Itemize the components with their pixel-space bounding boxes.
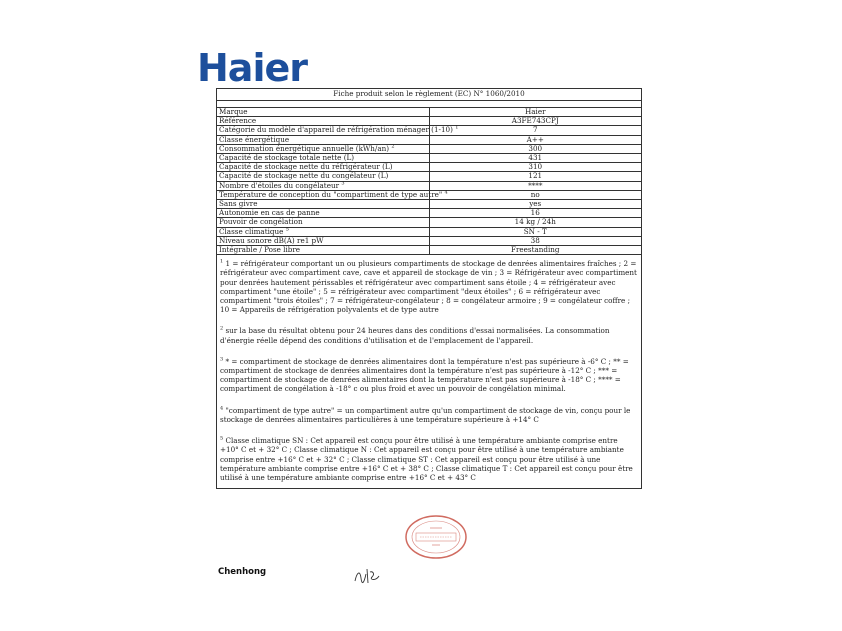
spec-table (216, 88, 642, 255)
spec-label: Capacité de stockage nette du réfrigérateur (L) (217, 163, 430, 172)
spec-value: yes (429, 200, 642, 209)
spec-gap-row (217, 101, 642, 108)
spec-value: A++ (429, 135, 642, 144)
spec-row (217, 190, 642, 199)
spec-value: Freestanding (429, 246, 642, 255)
spec-value: A3FE743CPJ (429, 117, 642, 126)
spec-title-row (217, 89, 642, 101)
spec-label: Nombre d'étoiles du congélateur $^3$ (217, 181, 430, 190)
spec-label: Capacité de stockage nette du congélateur (L) (217, 172, 430, 181)
spec-row (217, 246, 642, 255)
footnote: $^2$ sur la base du résultat obtenu pour 24 heures dans des conditions d'essai normalisées. La consommation d'énergie réelle dépend des conditions d'utilisation et de l'emplacement de l'appareil. (220, 326, 610, 345)
spec-value: 310 (429, 163, 642, 172)
spec-label: Classe climatique $^5$ (217, 227, 430, 236)
spec-value: 121 (429, 172, 642, 181)
spec-label: Catégorie du modèle d'appareil de réfrigération ménager (1-10) $^1$ (217, 126, 430, 135)
spec-label: Marque (217, 108, 430, 117)
spec-label: Sans givre (217, 200, 430, 209)
spec-value: 38 (429, 236, 642, 245)
spec-value: 7 (429, 126, 642, 135)
spec-label: Classe énergétique (217, 135, 430, 144)
spec-value: Haier (429, 108, 642, 117)
footnote: $^1$ 1 = réfrigérateur comportant un ou plusieurs compartiments de stockage de denrées alimentaires fraîches ; 2 = réfrigérateur avec compartiment cave, cave et appareil de stockage de vin ; 3 = Réfrigérateur avec compartiment pour denrées hautement périssables et réfrigérateur avec compartiment sans étoile ; 4 = réfrigérateur avec compartiment "une étoile" ; 5 = réfrigérateur avec compartiment "deux étoiles" ; 6 = réfrigérateur avec compartiment "trois étoiles" ; 7 = réfrigérateur-congélateur ; 8 = congélateur armoire ; 9 = congélateur coffre ; 10 = Appareils de réfrigération polyvalents et de type autre (220, 258, 637, 315)
spec-label: Pouvoir de congélation (217, 218, 430, 227)
spec-label: Autonomie en cas de panne (217, 209, 430, 218)
footnote: $^3$ * = compartiment de stockage de denrées alimentaires dont la température n'est pas supérieure à -6° C ; ** = compartiment de stockage de denrées alimentaires dont la température n'est pas supérieure à -12° C ; *** = compartiment de stockage de denrées alimentaires dont la température n'est pas supérieure à -18° C ; **** = compartiment de congélation à -18° c ou plus froid et avec un pouvoir de congélation minimal. (220, 356, 629, 394)
signature-icon (352, 566, 382, 586)
footnote: $^4$ "compartiment de type autre" = un compartiment autre qu'un compartiment de stockage de vin, conçu pour le stockage de denrées alimentaires particulières à une température supérieure à +14° C (220, 405, 631, 424)
spec-value: 431 (429, 154, 642, 163)
spec-label: Température de conception du "compartiment de type autre" $^4$ (217, 190, 430, 199)
spec-label: Référence (217, 117, 430, 126)
spec-title: Fiche produit selon le règlement (EC) N° 1060/2010 (217, 89, 642, 101)
spec-value: 14 kg / 24h (429, 218, 642, 227)
spec-value: **** (429, 181, 642, 190)
spec-row (217, 108, 642, 117)
spec-value: 300 (429, 144, 642, 153)
spec-value: 16 (429, 209, 642, 218)
company-seal-icon (404, 514, 468, 560)
spec-label: Intégrable / Pose libre (217, 246, 430, 255)
spec-value: no (429, 190, 642, 199)
haier-logo: Haier (197, 46, 307, 90)
product-fiche (216, 88, 642, 489)
spec-label: Capacité de stockage totale nette (L) (217, 154, 430, 163)
spec-label: Niveau sonore dB(A) re1 pW (217, 236, 430, 245)
footnotes (216, 255, 642, 489)
signer-name: Chenhong (218, 567, 267, 577)
spec-label: Consommation énergétique annuelle (kWh/an) $^2$ (217, 144, 430, 153)
spec-value: SN - T (429, 227, 642, 236)
footnote: $^5$ Classe climatique SN : Cet appareil est conçu pour être utilisé à une température ambiante comprise entre +10° C et + 32° C ; Classe climatique N : Cet appareil est conçu pour être utilisé à une température ambiante comprise entre +16° C et + 32° C ; Classe climatique ST : Cet appareil est conçu pour être utilisé à une température ambiante comprise entre +16° C et + 38° C ; Classe climatique T : Cet appareil est conçu pour être utilisé à une température ambiante comprise entre +16° C et + 43° C (220, 435, 633, 482)
